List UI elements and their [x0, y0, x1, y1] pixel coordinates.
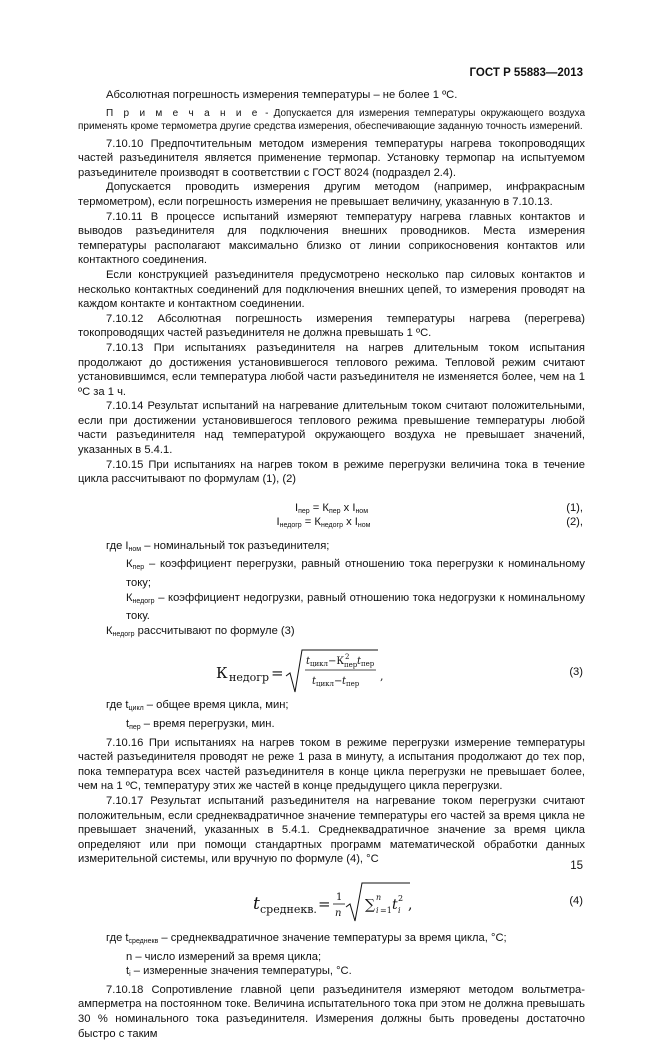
svg-text:недогр: недогр [229, 671, 270, 685]
svg-text:2: 2 [345, 653, 350, 662]
definition-tper: $t_{пер}$ – время перегрузки, мин. [126, 718, 275, 731]
svg-text:t: t [342, 676, 347, 688]
paragraph-multiple-contacts: Если конструкцией разъединителя предусмотрено несколько пар силовых контактов и несколько контактных соединений для подключения внешних цепей, то измерения проводят на каждом контакте и контактном соединении. [78, 268, 585, 311]
knedogr-formula-intro: $К_{недогр}$ рассчитывают по формуле (3) [106, 624, 295, 638]
svg-text:t: t [357, 656, 362, 668]
paragraph-7-10-16: 7.10.16 При испытаниях на нагрев током в режиме перегрузки измерение температуры частей разъединителя проводят не реже 1 раза в минуту, а испытания продолжают до тех пор, пока температура всех частей разъединителя в конце цикла перегрузки не превышает более, чем на 1 ºС, температуру этих же частей в конце предыдущего цикла перегрузки. [78, 736, 585, 793]
definition-ti: $t_i$ – измеренные значения температуры, °С. [126, 965, 352, 979]
svg-text:i: i [398, 905, 401, 915]
paragraph-7-10-15: 7.10.15 При испытаниях на нагрев током в режиме перегрузки величина тока в течение цикла рассчитывают по формулам (1), (2) [78, 458, 585, 486]
formula-4-graphic [78, 869, 585, 931]
paragraph-7-10-13: 7.10.13 При испытаниях разъединителя на нагрев длительным током испытания продолжают до достижения установившегося теплового режима. Тепловой режим считают установившимся, если температура любой части разъединителя не изменяется более, чем на 1 ºС за 1 ч. [78, 341, 585, 398]
svg-text:t: t [392, 896, 398, 913]
svg-text:цикл: цикл [310, 660, 328, 669]
paragraph-7-10-10: 7.10.10 Предпочтительным методом измерения температуры нагрева токопроводящих частей разъединителя является применение термопар. Установку термопар на испытуемом разъединителе производят в соответствии с ГОСТ 8024 (подраздел 2.4). [78, 137, 585, 179]
svg-text:−: − [334, 676, 343, 688]
svg-text:пер: пер [361, 660, 375, 669]
formula-1: $I_{пер} = К_{пер}$ х $I_{ном}$ (1), [294, 501, 583, 515]
svg-text:n: n [376, 892, 382, 902]
svg-text:2: 2 [398, 893, 404, 903]
svg-text:среднекв.: среднекв. [260, 902, 317, 916]
paragraph-absolute-error: Абсолютная погрешность измерения температуры – не более 1 ºС. [106, 89, 458, 101]
formula-4-number: (4) [569, 894, 583, 907]
formula-2: $I_{недогр} = К_{недогр}$ х $I_{ном}$ (2), [276, 515, 583, 529]
svg-text:=: = [318, 894, 331, 913]
paragraph-7-10-17: 7.10.17 Результат испытаний разъединителя на нагревание током перегрузки считают положительным, если среднеквадратичное значение температуры его частей за время цикла не превышает значений, указанных в 5.4.1. Среднеквадратичное значение за время цикла определяют или при помощи стандартных программ математической обработки данных измерительной системы, или вручную по формуле (4), °С [78, 794, 585, 866]
svg-text:=1: =1 [380, 905, 392, 915]
svg-text:К: К [216, 664, 228, 683]
note-label: П р и м е ч а н и е [106, 107, 260, 119]
svg-text:,: , [380, 670, 384, 684]
paragraph-7-10-18: 7.10.18 Сопротивление главной цепи разъединителя измеряют методом вольтметра-амперметра на постоянном токе. Величина испытательного тока при этом не должна превышать 30 % номинального тока разъединителя. Измерения должны быть проведены достаточно быстро с таким [78, 983, 585, 1040]
definition-kper: $К_{пер}$ – коэффициент перегрузки, равный отношению тока перегрузки к номинальному току; [126, 558, 585, 590]
svg-text:цикл: цикл [316, 680, 334, 689]
paragraph-7-10-14: 7.10.14 Результат испытаний на нагревание длительным током считают положительными, если при достижении установившегося теплового режима превышение температуры любой части разъединителя над температурой окружающего воздуха не превышает значений, указанных в 5.4.1. [78, 400, 585, 457]
svg-text:1: 1 [336, 891, 343, 903]
note [78, 107, 585, 133]
formula-3-graphic [78, 646, 585, 698]
formula-2-number: (2), [566, 515, 583, 528]
paragraph-7-10-12: 7.10.12 Абсолютная погрешность измерения температуры нагрева (перегрева) токопроводящих частей разъединителя не должна превышать 1 ºС. [78, 312, 585, 340]
formula-1-number: (1), [566, 501, 583, 514]
definition-tcycle: где $t_{цикл}$ – общее время цикла, мин; [106, 699, 289, 713]
definition-knedogr: $К_{недогр}$ – коэффициент недогрузки, равный отношению тока недогрузки к номинальному току. [126, 591, 585, 623]
svg-text:,: , [408, 896, 413, 913]
svg-text:∑: ∑ [365, 896, 375, 913]
document-body [78, 88, 585, 1041]
definition-n: n – число измерений за время цикла; [126, 950, 322, 963]
svg-text:−К: −К [328, 656, 345, 668]
formula-3-number: (3) [569, 666, 583, 679]
document-header: ГОСТ Р 55883—2013 [469, 67, 583, 79]
svg-text:=: = [271, 664, 284, 683]
svg-text:пер: пер [346, 680, 360, 689]
svg-text:t: t [306, 656, 311, 668]
svg-text:i: i [376, 905, 379, 915]
definition-inom: где $I_{ном}$ – номинальный ток разъединителя; [106, 539, 330, 553]
formula-4 [78, 869, 585, 931]
paragraph-allowed: Допускается проводить измерения другим методом (например, инфракрасным термометром), если погрешность измерения не превышает величину, указанную в 7.10.13. [78, 181, 585, 208]
paragraph-7-10-11: 7.10.11 В процессе испытаний измеряют температуру нагрева главных контактов и выводов разъединителя для подключения внешних проводников. Места измерения температуры располагают максимально близко от линии соприкосновения контактов или контактного соединения. [78, 210, 585, 267]
svg-text:пер: пер [344, 661, 358, 670]
formula-3 [78, 646, 585, 698]
note-text: - Допускается для измерения температуры окружающего воздуха применять кроме термометра другие средства измерения, обеспечивающие заданную точность измерений. [78, 107, 585, 132]
definition-tmean: где $t_{среднекв}$ – среднеквадратичное значение температуры за время цикла, °С; [106, 931, 507, 945]
page-number: 15 [570, 860, 583, 872]
svg-text:t: t [312, 676, 317, 688]
svg-text:t: t [253, 893, 260, 914]
svg-text:n: n [335, 907, 342, 919]
